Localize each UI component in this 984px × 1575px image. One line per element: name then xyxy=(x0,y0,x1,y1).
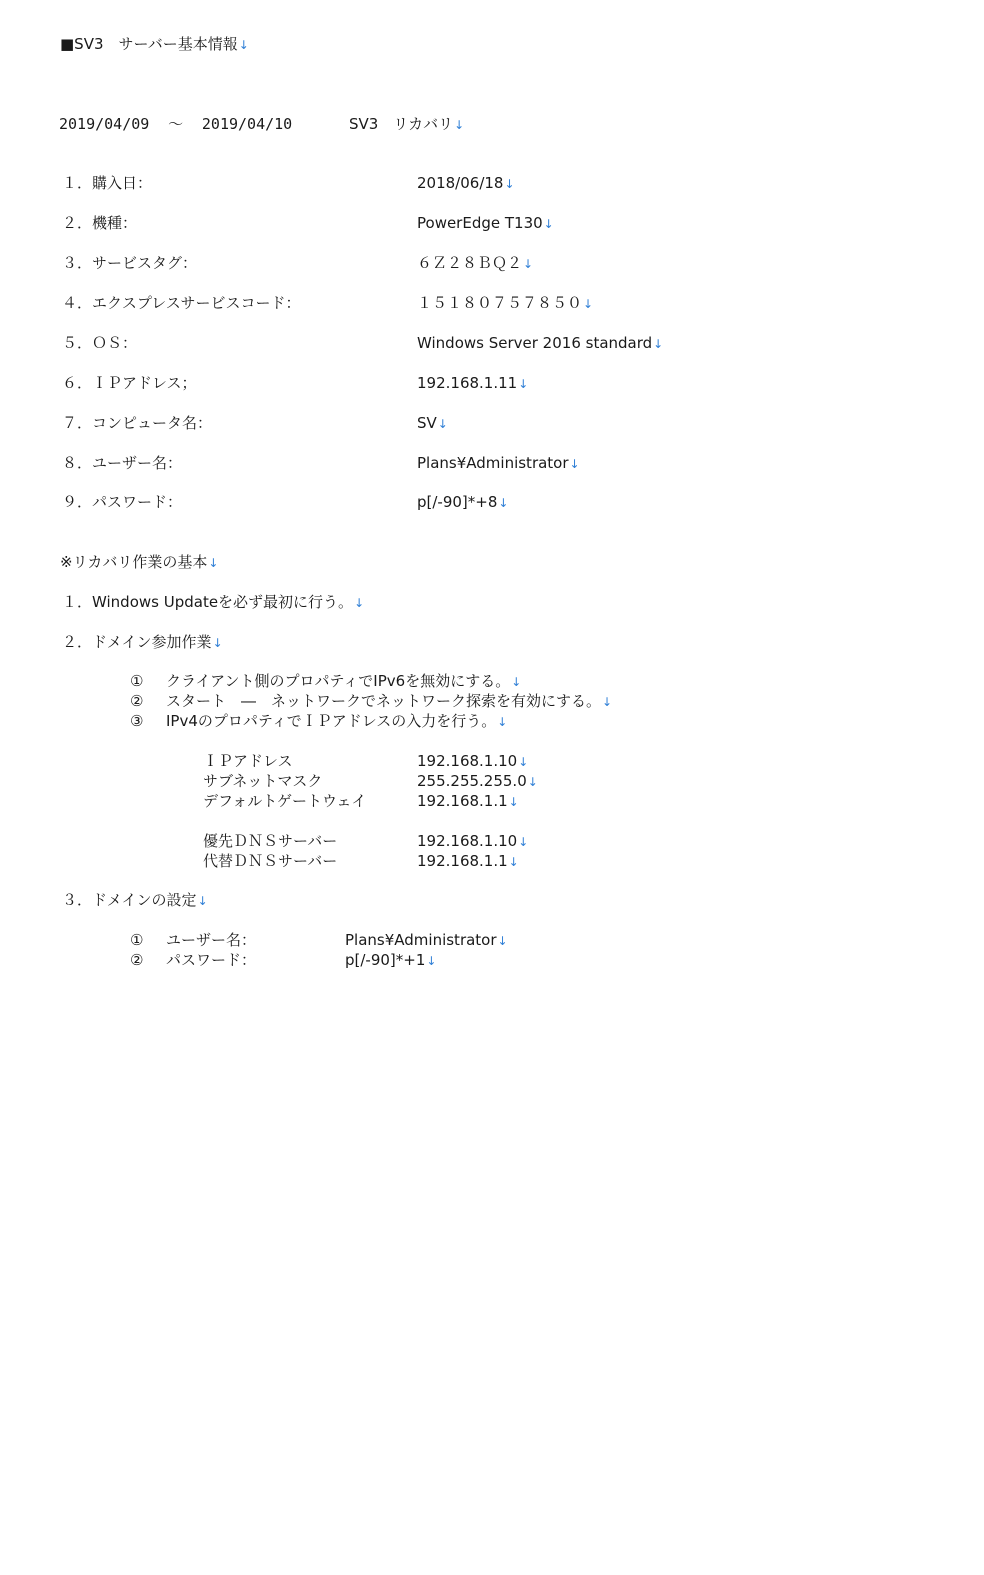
info-label-computer-name: ７．コンピュータ名： xyxy=(62,414,213,432)
info-label-user-name: ８．ユーザー名： xyxy=(62,454,183,472)
step-2-item-3: ③ IPv4のプロパティでＩＰアドレスの入力を行う。↓ xyxy=(130,712,508,730)
network-label-subnet: サブネットマスク xyxy=(203,772,323,790)
dns-label-alternate: 代替ＤＮＳサーバー xyxy=(203,852,338,870)
recovery-step-1: １．Windows Updateを必ず最初に行う。↓ xyxy=(62,593,365,611)
network-label-ip: ＩＰアドレス xyxy=(203,752,293,770)
dns-label-preferred: 優先ＤＮＳサーバー xyxy=(203,832,338,850)
paragraph-mark-icon: ↓ xyxy=(238,38,249,52)
paragraph-mark-icon: ↓ xyxy=(212,636,223,650)
paragraph-mark-icon: ↓ xyxy=(518,377,529,391)
info-value-express-code: １５１８０７５７８５０↓ xyxy=(417,294,594,312)
info-value-purchase-date: 2018/06/18↓ xyxy=(417,174,515,192)
paragraph-mark-icon: ↓ xyxy=(518,755,529,769)
recovery-period xyxy=(59,114,464,134)
dns-value-alternate: 192.168.1.1↓ xyxy=(417,852,519,870)
network-value-ip: 192.168.1.10↓ xyxy=(417,752,529,770)
dns-value-preferred: 192.168.1.10↓ xyxy=(417,832,529,850)
period-from: 2019/04/09 xyxy=(59,115,150,133)
network-label-gateway: デフォルトゲートウェイ xyxy=(203,792,367,810)
paragraph-mark-icon: ↓ xyxy=(454,118,465,132)
info-value-computer-name: SV↓ xyxy=(417,414,448,432)
paragraph-mark-icon: ↓ xyxy=(511,675,522,689)
info-value-service-tag: ６Ｚ２８ＢＱ２↓ xyxy=(417,254,534,272)
info-label-os: ５．ＯＳ： xyxy=(62,334,138,352)
period-to: 2019/04/10 xyxy=(201,115,293,133)
paragraph-mark-icon: ↓ xyxy=(527,775,538,789)
step-2-item-1: ① クライアント側のプロパティでIPv6を無効にする。↓ xyxy=(130,672,522,690)
paragraph-mark-icon: ↓ xyxy=(602,695,613,709)
step-3-item-2-value: p[/-90]*+1↓ xyxy=(345,951,437,969)
paragraph-mark-icon: ↓ xyxy=(504,177,515,191)
paragraph-mark-icon: ↓ xyxy=(497,934,508,948)
period-task: SV3 リカバリ xyxy=(348,115,454,133)
info-label-ip-address: ６．ＩＰアドレス； xyxy=(62,374,197,392)
step-3-item-1-label: ① ユーザー名： xyxy=(130,931,257,949)
network-value-subnet: 255.255.255.0↓ xyxy=(417,772,538,790)
info-value-os: Windows Server 2016 standard↓ xyxy=(417,334,664,352)
paragraph-mark-icon: ↓ xyxy=(197,894,208,908)
paragraph-mark-icon: ↓ xyxy=(518,835,529,849)
page-title: ■SV3 サーバー基本情報↓ xyxy=(60,35,249,53)
info-value-ip-address: 192.168.1.11↓ xyxy=(417,374,529,392)
step-3-item-2-label: ② パスワード： xyxy=(130,951,257,969)
paragraph-mark-icon: ↓ xyxy=(437,417,448,431)
info-label-password: ９．パスワード： xyxy=(62,493,183,511)
paragraph-mark-icon: ↓ xyxy=(354,596,365,610)
paragraph-mark-icon: ↓ xyxy=(497,715,508,729)
paragraph-mark-icon: ↓ xyxy=(426,954,437,968)
paragraph-mark-icon: ↓ xyxy=(508,855,519,869)
info-value-model: PowerEdge T130↓ xyxy=(417,214,554,232)
recovery-heading: ※リカバリ作業の基本↓ xyxy=(60,553,219,571)
network-value-gateway: 192.168.1.1↓ xyxy=(417,792,519,810)
info-label-purchase-date: １．購入日： xyxy=(62,174,153,192)
info-label-model: ２．機種： xyxy=(62,214,138,232)
recovery-step-3-title: ３．ドメインの設定↓ xyxy=(62,891,208,909)
info-value-user-name: Plans¥Administrator↓ xyxy=(417,454,580,472)
step-3-item-1-value: Plans¥Administrator↓ xyxy=(345,931,508,949)
paragraph-mark-icon: ↓ xyxy=(543,217,554,231)
paragraph-mark-icon: ↓ xyxy=(523,257,534,271)
paragraph-mark-icon: ↓ xyxy=(569,457,580,471)
paragraph-mark-icon: ↓ xyxy=(653,337,664,351)
info-label-express-code: ４．エクスプレスサービスコード： xyxy=(62,294,301,312)
step-2-item-2: ② スタート ― ネットワークでネットワーク探索を有効にする。↓ xyxy=(130,692,613,710)
info-value-password: p[/-90]*+8↓ xyxy=(417,493,509,511)
paragraph-mark-icon: ↓ xyxy=(208,556,219,570)
info-label-service-tag: ３．サービスタグ： xyxy=(62,254,198,272)
paragraph-mark-icon: ↓ xyxy=(583,297,594,311)
period-separator: ～ xyxy=(168,115,184,133)
paragraph-mark-icon: ↓ xyxy=(498,496,509,510)
paragraph-mark-icon: ↓ xyxy=(508,795,519,809)
recovery-step-2-title: ２．ドメイン参加作業↓ xyxy=(62,633,223,651)
